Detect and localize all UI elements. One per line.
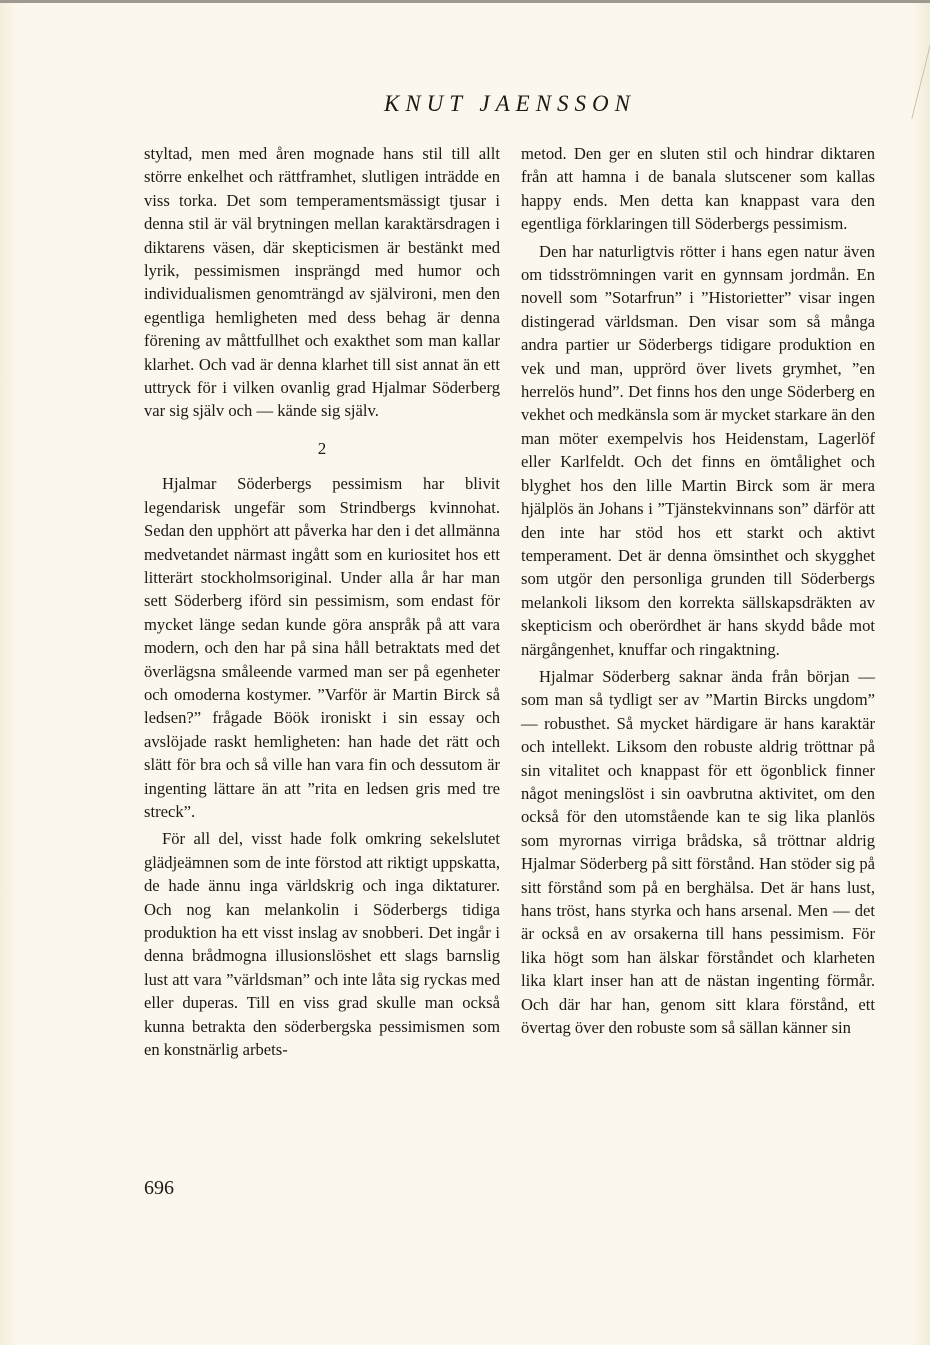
right-column [521, 142, 875, 1043]
running-head: KNUT JAENSSON [383, 91, 637, 116]
paragraph: Den har naturligtvis rötter i hans egen natur även om tidsströmningen varit en gynnsam jordmån. En novell som ”Sotarfrun” i ”Historietter” visar ingen distingerad världsman. Den visar som så många andra partier ur Söderbergs tidigare produktion en vek und man, upprörd över livets grymhet, ”en herrelös hund”. Det finns hos den unge Söderberg en vekhet och medkänsla som är mycket starkare än den man möter exempelvis hos Heidenstam, Lagerlöf eller Karlfeldt. Och det finns en ömtålighet och blyghet hos den lille Martin Birck som är mera hjälplös än Johans i ”Tjänstekvinnans son” därför att den inte har stöd hos ett starkt och aktivt temperament. Det är denna ömsinthet och skygghet som utgör den personliga grunden till Söderbergs melankoli liksom den korrekta sällskapsdräkten av skepticism och oberördhet är hans skydd både mot närgångenhet, knuffar och ringaktning. [521, 241, 875, 659]
top-edge-rule [0, 0, 930, 3]
left-column [144, 142, 500, 1065]
paragraph: Hjalmar Söderberg saknar ända från början — som man så tydligt ser av ”Martin Bircks ungdom” — robusthet. Så mycket härdigare är hans karaktär och intellekt. Liksom den robuste aldrig tröttnar på sin vitalitet och knappast för ett ögonblick finner något meningslöst i sin oavbrutna aktivitet, om den också för den utomstående kan te sig lika planlös som myrornas virriga brådska, så tröttnar aldrig Hjalmar Söderberg på sitt förstånd. Han stöder sig på sitt förstånd som på en berghälsa. Det är hans lust, hans tröst, hans styrka och hans arsenal. Men — det är också en av orsakerna till hans pessimism. För lika högt som han älskar förståndet och klarheten lika klart inser han att de nästan ingenting förmår. Och där har han, genom sitt klara förstånd, ett övertag över den robuste som så sällan känner sin [521, 666, 875, 1038]
paragraph: Hjalmar Söderbergs pessimism har blivit legendarisk ungefär som Strindbergs kvinnohat. Sedan den upphört att påverka har den i det allmänna medvetandet närmast ingått som en kuriositet hos ett litterärt stockholmsoriginal. Under alla år har man sett Söderberg iförd sin pessimism, som endast för mycket länge sedan kunde göra anspråk på att vara modern, och den har på sina håll betraktats med det överlägsna småleende varmed man ser på egenheter och omoderna kostymer. ”Varför är Martin Birck så ledsen?” frågade Böök ironiskt i sin essay och avslöjade raskt hemligheten: han hade det rätt och slätt för bra och så ville han vara fin och dessutom är ingenting lättare än att ”rita en ledsen gris med tre streck”. [144, 474, 500, 821]
paragraph: styltad, men med åren mognade hans stil till allt större enkelhet och rättframhet, slutligen inträdde en viss torka. Det som temperamentsmässigt tjusar i denna stil är väl brytningen mellan karaktärsdragen i diktarens väsen, där skepticismen är bestänkt med lyrik, pessimismen insprängd med humor och individualismen genomträngd av självironi, men den egentliga hemligheten med dess behag är denna förening av måttfullhet och exakthet som man kallar klarhet. Och vad är denna klarhet till sist annat än ett uttryck för i vilken ovanlig grad Hjalmar Söderberg var sig själv och — kände sig själv. [144, 144, 500, 421]
paragraph: metod. Den ger en sluten stil och hindrar diktaren från att hamna i de banala slutscener som kallas happy ends. Men detta kan knappast vara den egentliga förklaringen till Söderbergs pessimism. [521, 144, 875, 234]
page-number: 696 [144, 1177, 174, 1199]
section-number: 2 [317, 438, 327, 458]
paragraph: För all del, visst hade folk omkring sekelslutet glädjeämnen som de inte förstod att riktigt uppskatta, de hade ännu inga världskrig och inga diktaturer. Och nog kan melankolin i Söderbergs tidiga produktion ha ett visst inslag av snobberi. Det ingår i denna brådmogna illusionslöshet ett slags barnslig lust att vara ”världsman” och inte låta sig ryckas med eller duperas. Till en viss grad skulle man också kunna betrakta den söderbergska pessimismen som en konstnärlig arbets- [144, 829, 500, 1060]
